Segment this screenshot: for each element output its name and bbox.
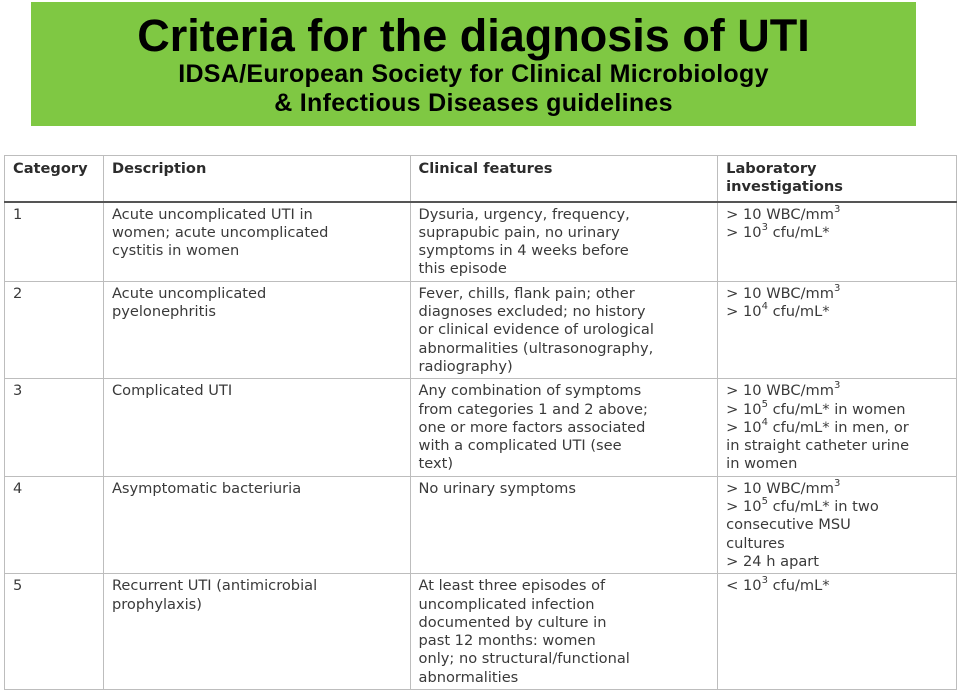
cell-line: No urinary symptoms xyxy=(418,479,576,497)
lab-line xyxy=(726,516,948,534)
lab-unit: cfu/mL* xyxy=(767,577,830,595)
category-cell: 5 xyxy=(5,574,104,690)
lab-value: consecutive MSU xyxy=(726,516,851,534)
cell-line: women; acute uncomplicated xyxy=(111,223,329,241)
lab-value: > 10 WBC/mm xyxy=(726,479,834,497)
cell-line: prophylaxis) xyxy=(111,595,202,613)
laboratory-cell xyxy=(718,476,957,573)
column-header-clinical-features: Clinical features xyxy=(410,156,718,202)
lab-exponent: 3 xyxy=(833,203,841,215)
cell-line: Acute uncomplicated UTI in xyxy=(111,205,313,223)
lab-exponent: 3 xyxy=(761,575,768,587)
lab-value: < 10 xyxy=(726,577,762,595)
laboratory-cell xyxy=(718,202,957,282)
cell-line: only; no structural/functional xyxy=(418,650,630,668)
category-cell: 3 xyxy=(5,379,104,476)
lab-exponent: 5 xyxy=(761,496,768,508)
category-cell: 4 xyxy=(5,476,104,573)
description-cell xyxy=(103,379,410,476)
lab-unit: cfu/mL* in women xyxy=(767,400,906,418)
cell-line: from categories 1 and 2 above; xyxy=(418,400,648,418)
cell-line: Fever, chills, flank pain; other xyxy=(418,284,635,302)
cell-line: radiography) xyxy=(418,357,513,375)
lab-value: in straight catheter urine xyxy=(726,437,910,455)
cell-line: suprapubic pain, no urinary xyxy=(418,223,620,241)
cell-line: Asymptomatic bacteriuria xyxy=(111,479,302,497)
description-cell xyxy=(103,574,410,690)
lab-exponent: 3 xyxy=(833,282,841,294)
lab-line xyxy=(726,477,948,498)
laboratory-cell xyxy=(718,281,957,378)
laboratory-cell xyxy=(718,379,957,476)
cell-line: Recurrent UTI (antimicrobial xyxy=(111,577,318,595)
slide-subtitle-line1: IDSA/European Society for Clinical Microbiology xyxy=(178,60,769,88)
lab-exponent: 3 xyxy=(833,477,841,489)
lab-line xyxy=(726,282,948,303)
lab-value: > 10 xyxy=(726,400,762,418)
lab-exponent: 4 xyxy=(761,417,768,428)
column-header-description: Description xyxy=(103,156,410,202)
cell-line: uncomplicated infection xyxy=(418,595,595,613)
slide-subtitle-line2: & Infectious Diseases guidelines xyxy=(274,89,673,117)
cell-line: documented by culture in xyxy=(418,613,607,631)
description-cell xyxy=(103,476,410,573)
cell-line: abnormalities xyxy=(418,668,519,686)
cell-line: Acute uncomplicated xyxy=(111,284,267,302)
cell-line: symptoms in 4 weeks before xyxy=(418,242,629,260)
lab-exponent: 4 xyxy=(761,301,768,313)
cell-line: Any combination of symptoms xyxy=(418,382,642,400)
table-row xyxy=(5,476,957,573)
lab-line xyxy=(726,303,948,321)
lab-line xyxy=(726,382,948,400)
lab-value: > 10 xyxy=(726,223,762,241)
table-row xyxy=(5,379,957,476)
clinical-features-cell xyxy=(410,476,718,573)
cell-line: text) xyxy=(418,455,454,473)
lab-line xyxy=(726,398,948,419)
title-banner xyxy=(31,2,916,126)
criteria-table xyxy=(4,155,957,690)
lab-line xyxy=(726,553,948,571)
cell-line: diagnoses excluded; no history xyxy=(418,303,646,321)
lab-unit: cfu/mL* in men, or xyxy=(767,418,909,436)
lab-value: > 10 xyxy=(726,498,762,516)
category-cell: 1 xyxy=(5,202,104,282)
lab-unit: cfu/mL* in two xyxy=(767,498,879,516)
lab-value: > 10 xyxy=(726,303,762,321)
lab-exponent: 5 xyxy=(761,398,768,410)
lab-line xyxy=(726,419,948,437)
table-row xyxy=(5,281,957,378)
lab-unit: cfu/mL* xyxy=(767,303,830,321)
table-body xyxy=(5,202,957,690)
clinical-features-cell xyxy=(410,574,718,690)
cell-line: Dysuria, urgency, frequency, xyxy=(418,205,630,223)
lab-value: > 10 xyxy=(726,418,762,436)
lab-value: cultures xyxy=(726,534,785,552)
cell-line: past 12 months: women xyxy=(418,632,596,650)
cell-line: cystitis in women xyxy=(111,242,240,260)
lab-line xyxy=(726,203,948,224)
lab-line xyxy=(726,455,948,473)
cell-line: Complicated UTI xyxy=(111,382,233,400)
lab-line xyxy=(726,498,948,516)
cell-line: one or more factors associated xyxy=(418,418,646,436)
lab-line xyxy=(726,535,948,553)
category-cell: 2 xyxy=(5,281,104,378)
table-header-row xyxy=(5,156,957,202)
lab-line xyxy=(726,224,948,242)
clinical-features-cell xyxy=(410,281,718,378)
lab-value: > 24 h apart xyxy=(726,552,819,570)
lab-value: in women xyxy=(726,455,798,473)
clinical-features-cell xyxy=(410,379,718,476)
cell-line: or clinical evidence of urological xyxy=(418,321,654,339)
lab-value: > 10 WBC/mm xyxy=(726,284,834,302)
table-row xyxy=(5,574,957,690)
cell-line: At least three episodes of xyxy=(418,577,606,595)
column-header-category: Category xyxy=(5,156,104,202)
table-row xyxy=(5,202,957,282)
cell-line: abnormalities (ultrasonography, xyxy=(418,339,654,357)
column-header-laboratory-investigations xyxy=(718,156,957,202)
lab-value: > 10 WBC/mm xyxy=(726,382,834,400)
lab-line xyxy=(726,577,948,595)
cell-line: pyelonephritis xyxy=(111,303,216,321)
lab-line xyxy=(726,437,948,455)
lab-header-text: Laboratory investigations xyxy=(726,160,843,196)
laboratory-cell xyxy=(718,574,957,690)
slide-title: Criteria for the diagnosis of UTI xyxy=(137,10,810,61)
description-cell xyxy=(103,281,410,378)
lab-unit: cfu/mL* xyxy=(767,223,830,241)
clinical-features-cell xyxy=(410,202,718,282)
description-cell xyxy=(103,202,410,282)
lab-value: > 10 WBC/mm xyxy=(726,205,834,223)
cell-line: this episode xyxy=(418,260,507,278)
lab-exponent: 3 xyxy=(833,380,841,392)
cell-line: with a complicated UTI (see xyxy=(418,437,622,455)
lab-exponent: 3 xyxy=(761,222,768,234)
